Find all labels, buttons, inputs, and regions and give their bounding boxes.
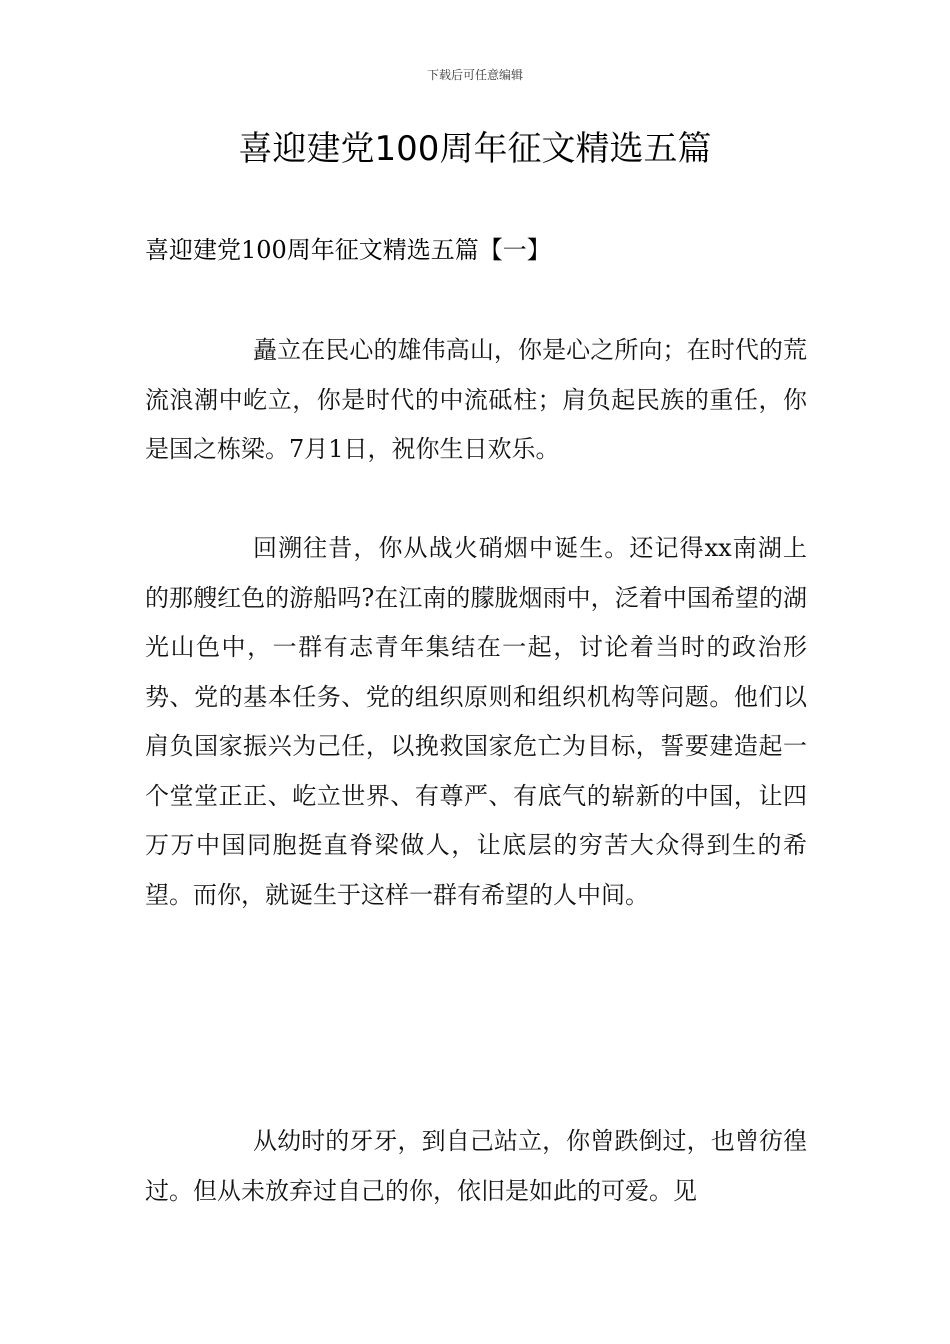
paragraph-3: 从幼时的牙牙，到自己站立，你曾跌倒过，也曾彷徨过。但从未放弃过自己的你，依旧是如此的可爱。见 (145, 1127, 807, 1205)
paragraph-2: 回溯往昔，你从战火硝烟中诞生。还记得xx南湖上的那艘红色的游船吗?在江南的朦胧烟雨中，泛着中国希望的湖光山色中，一群有志青年集结在一起，讨论着当时的政治形势、党的基本任务、党的组织原则和组织机构等问题。他们以肩负国家振兴为己任，以挽救国家危亡为目标，誓要建造起一个堂堂正正、屹立世界、有尊严、有底气的崭新的中国，让四万万中国同胞挺直脊梁做人，让底层的穷苦大众得到生的希望。而你，就诞生于这样一群有希望的人中间。 (145, 534, 807, 909)
paragraph-1: 矗立在民心的雄伟高山，你是心之所向；在时代的荒流浪潮中屹立，你是时代的中流砥柱；肩负起民族的重任，你是国之栋梁。7月1日，祝你生日欢乐。 (145, 336, 807, 463)
section-heading: 喜迎建党100周年征文精选五篇【一】 (145, 236, 551, 264)
document-title: 喜迎建党100周年征文精选五篇 (238, 129, 712, 169)
header-note: 下载后可任意编辑 (426, 68, 523, 82)
